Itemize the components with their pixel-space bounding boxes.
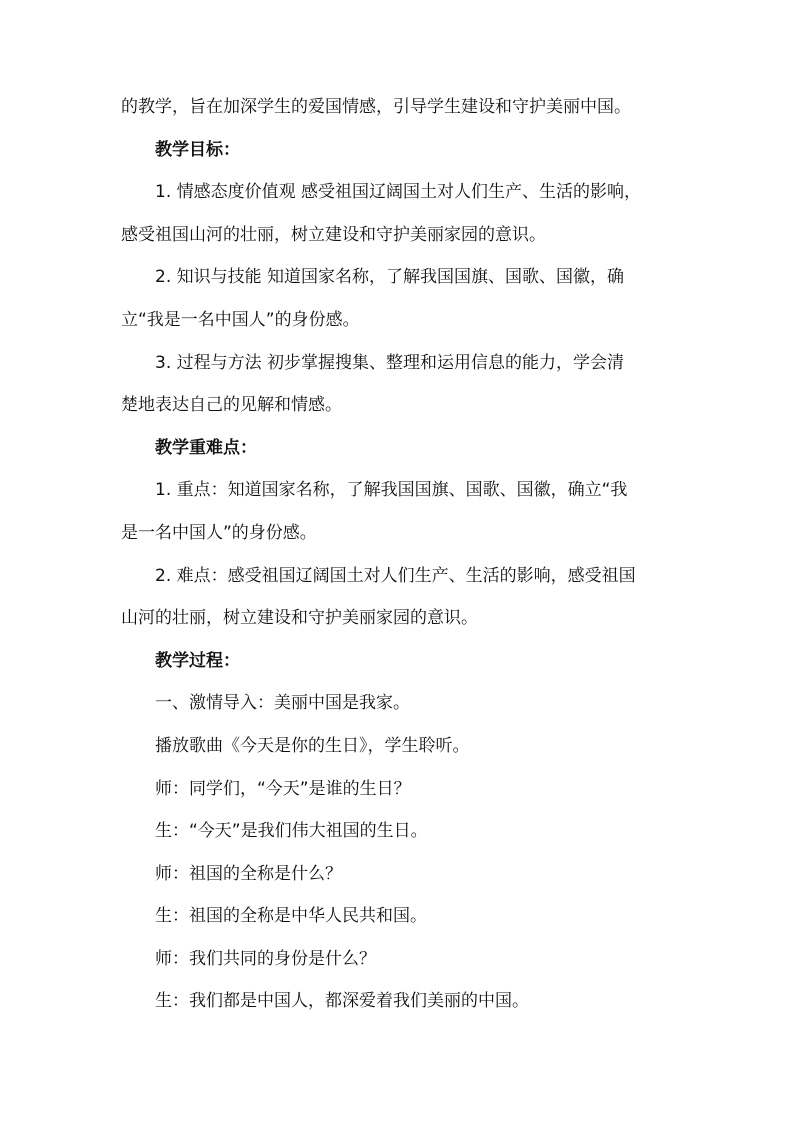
section-heading-objectives: 教学目标： — [155, 139, 240, 160]
text-line: 山河的壮丽，树立建设和守护美丽家园的意识。 — [121, 608, 478, 629]
text-line: 立“我是一名中国人”的身份感。 — [121, 309, 360, 330]
dialogue-line: 生：祖国的全称是中华人民共和国。 — [155, 906, 427, 927]
dialogue-line: 师：我们共同的身份是什么？ — [155, 948, 376, 969]
text-line: 1. 情感态度价值观 感受祖国辽阔国土对人们生产、生活的影响， — [155, 182, 642, 203]
dialogue-line: 师：同学们，“今天”是谁的生日？ — [155, 778, 411, 799]
document-body — [121, 97, 679, 1034]
text-line: 3. 过程与方法 初步掌握搜集、整理和运用信息的能力，学会清 — [155, 352, 625, 373]
text-line: 楚地表达自己的见解和情感。 — [121, 395, 342, 416]
text-line: 的教学，旨在加深学生的爱国情感，引导学生建设和守护美丽中国。 — [121, 97, 631, 117]
text-line: 2. 知识与技能 知道国家名称，了解我国国旗、国歌、国徽，确 — [155, 267, 625, 288]
text-line: 2. 难点：感受祖国辽阔国土对人们生产、生活的影响，感受祖国 — [155, 565, 636, 586]
text-line: 感受祖国山河的壮丽，树立建设和守护美丽家园的意识。 — [121, 224, 546, 245]
dialogue-line: 生：“今天”是我们伟大祖国的生日。 — [155, 821, 428, 842]
dialogue-line: 生：我们都是中国人，都深爱着我们美丽的中国。 — [155, 991, 529, 1012]
section-heading-process: 教学过程： — [155, 650, 240, 671]
section-heading-key-points: 教学重难点： — [155, 437, 257, 458]
text-line: 一、激情导入：美丽中国是我家。 — [155, 693, 410, 714]
dialogue-line: 师：祖国的全称是什么？ — [155, 863, 342, 884]
text-line: 是一名中国人”的身份感。 — [121, 522, 317, 543]
text-line: 1. 重点：知道国家名称，了解我国国旗、国歌、国徽，确立“我 — [155, 480, 628, 501]
text-line: 播放歌曲《今天是你的生日》，学生聆听。 — [155, 735, 470, 756]
